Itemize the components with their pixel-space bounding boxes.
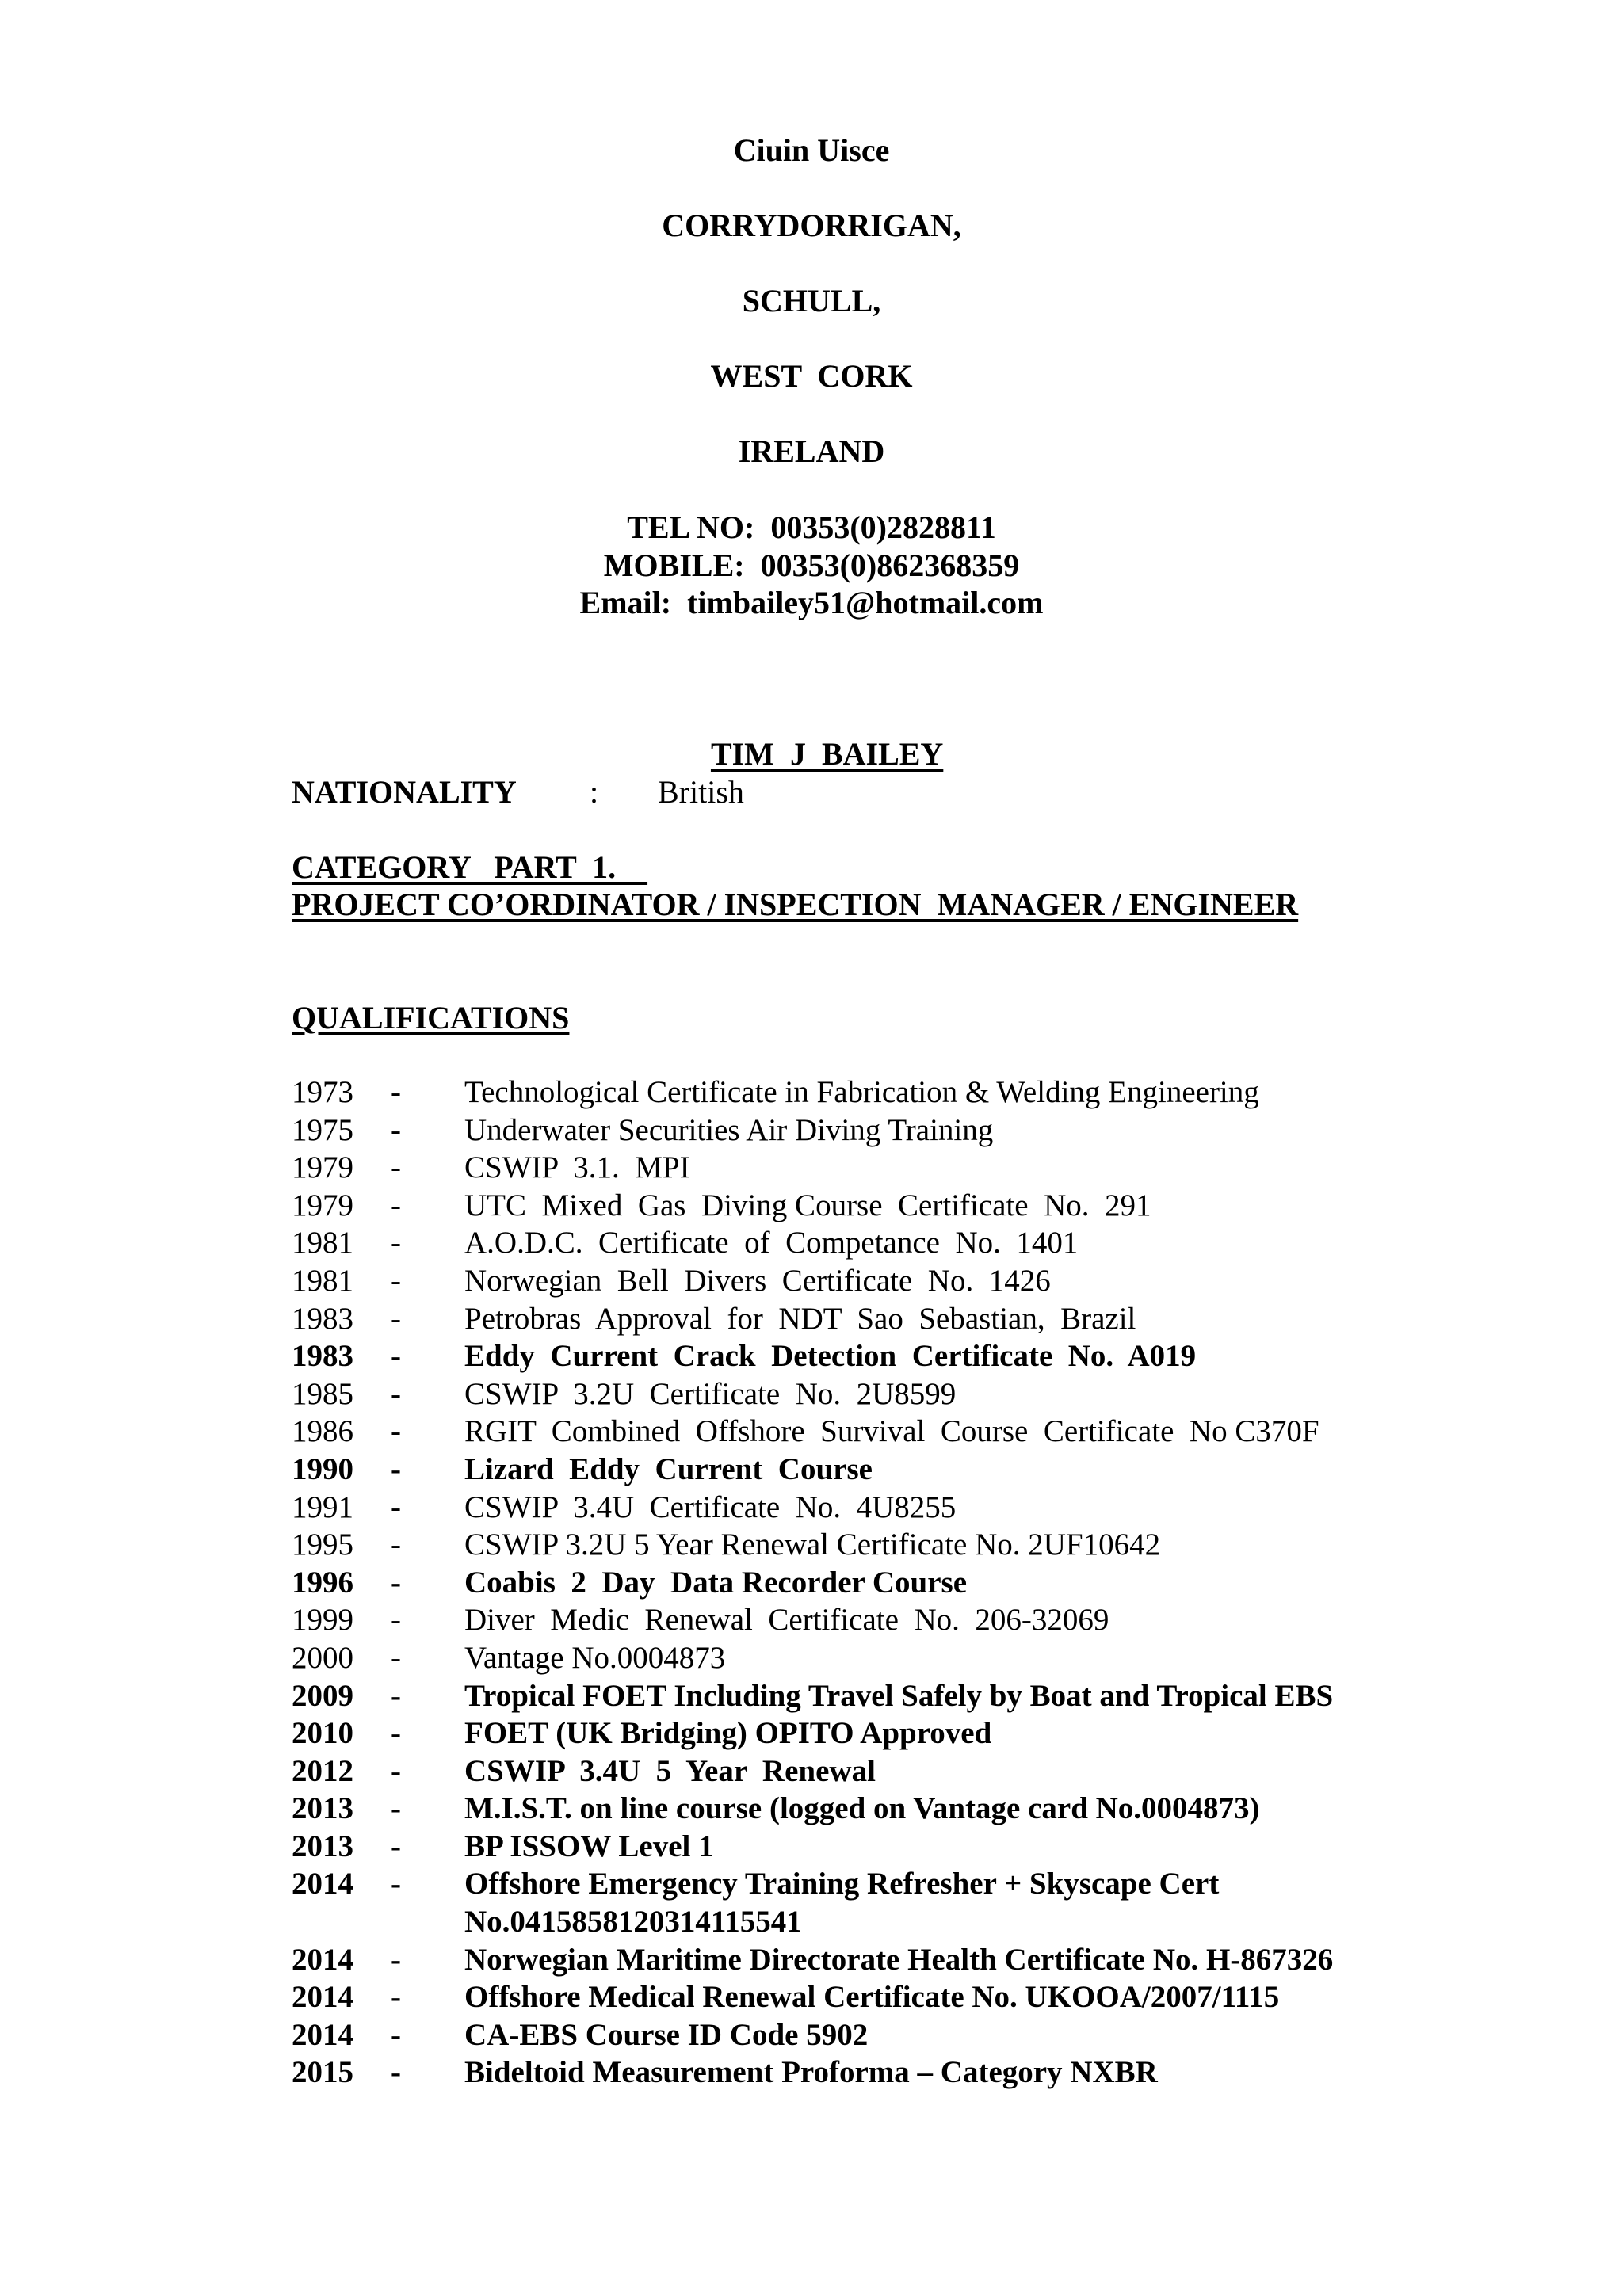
qualification-row	[292, 1224, 1575, 1262]
qualification-description: Lizard Eddy Current Course	[464, 1451, 873, 1486]
mobile-number: MOBILE: 00353(0)862368359	[603, 547, 1020, 583]
qualifications-heading: QUALIFICATIONS	[292, 1000, 570, 1035]
qualification-description: Coabis 2 Day Data Recorder Course	[464, 1565, 968, 1600]
qualification-description: M.I.S.T. on line course (logged on Vantage card No.0004873)	[464, 1791, 1260, 1826]
qualification-row	[292, 2054, 1575, 2092]
qualification-year: 2000	[292, 1640, 353, 1675]
qualification-dash: -	[391, 1188, 401, 1222]
qualification-dash: -	[391, 2017, 401, 2052]
qualification-description: CSWIP 3.4U 5 Year Renewal	[464, 1753, 876, 1788]
qualification-description: FOET (UK Bridging) OPITO Approved	[464, 1716, 992, 1751]
qualification-year: 1985	[292, 1376, 353, 1411]
qualification-row	[292, 1413, 1575, 1451]
qualification-year: 1981	[292, 1226, 353, 1261]
qualification-dash: -	[391, 1451, 401, 1486]
telephone-number: TEL NO: 00353(0)2828811	[627, 509, 996, 545]
qualification-row	[292, 1489, 1575, 1527]
qualification-description: Underwater Securities Air Diving Training	[464, 1112, 994, 1147]
qualification-year: 2013	[292, 1791, 353, 1826]
qualification-row	[292, 1337, 1575, 1375]
qualification-description: Norwegian Maritime Directorate Health Certificate No. H-867326	[464, 1942, 1334, 1977]
qualification-year: 1979	[292, 1188, 353, 1222]
qualification-dash: -	[391, 1791, 401, 1826]
qualification-dash: -	[391, 1414, 401, 1449]
qualification-dash: -	[391, 1075, 401, 1109]
qualification-row	[292, 1601, 1575, 1639]
qualification-year: 2014	[292, 1942, 353, 1977]
qualification-dash: -	[391, 1376, 401, 1411]
qualification-dash: -	[391, 1150, 401, 1185]
qualification-row	[292, 1865, 1575, 1940]
qualification-year: 2013	[292, 1829, 353, 1863]
qualification-row	[292, 1714, 1575, 1753]
address-line-country: IRELAND	[738, 433, 885, 469]
qualification-description: Diver Medic Renewal Certificate No. 206-32069	[464, 1603, 1109, 1638]
qualification-dash: -	[391, 1112, 401, 1147]
qualification-year: 2010	[292, 1716, 353, 1751]
qualification-year: 1975	[292, 1112, 353, 1147]
qualification-row	[292, 1451, 1575, 1489]
qualification-description: CSWIP 3.1. MPI	[464, 1150, 690, 1185]
qualification-description: RGIT Combined Offshore Survival Course Certificate No C370F	[464, 1414, 1319, 1449]
qualification-row	[292, 1375, 1575, 1413]
qualification-description: Technological Certificate in Fabrication & Welding Engineering	[464, 1075, 1259, 1109]
qualification-description: CA-EBS Course ID Code 5902	[464, 2017, 869, 2052]
qualification-dash: -	[391, 1489, 401, 1524]
qualification-dash: -	[391, 2055, 401, 2090]
qualification-description: Vantage No.0004873	[464, 1640, 726, 1675]
qualification-row	[292, 1262, 1575, 1300]
qualification-year: 1983	[292, 1301, 353, 1336]
qualification-year: 1999	[292, 1603, 353, 1638]
qualification-row	[292, 1941, 1575, 1979]
qualification-year: 2014	[292, 1980, 353, 2015]
qualification-row	[292, 1074, 1575, 1112]
qualification-year: 2009	[292, 1678, 353, 1713]
qualification-year: 1990	[292, 1451, 353, 1486]
qualification-description: Offshore Medical Renewal Certificate No. UKOOA/2007/1115	[464, 1980, 1280, 2015]
qualification-row	[292, 1526, 1575, 1564]
qualification-row	[292, 1828, 1575, 1866]
qualification-description: Bideltoid Measurement Proforma – Category NXBR	[464, 2055, 1158, 2090]
candidate-name	[0, 697, 1623, 811]
qualification-row	[292, 1753, 1575, 1791]
qualification-row	[292, 1978, 1575, 2016]
qualification-dash: -	[391, 1603, 401, 1638]
nationality-separator: :	[590, 774, 599, 810]
qualification-year: 1973	[292, 1075, 353, 1109]
qualification-year: 2014	[292, 2017, 353, 2052]
qualification-row	[292, 1790, 1575, 1828]
address-line-townland: CORRYDORRIGAN,	[662, 208, 961, 243]
qualification-row	[292, 1300, 1575, 1338]
qualification-row	[292, 1677, 1575, 1715]
candidate-name-text: TIM J BAILEY	[710, 736, 944, 772]
qualification-year: 2015	[292, 2055, 353, 2090]
qualification-dash: -	[391, 1980, 401, 2015]
qualification-description: Norwegian Bell Divers Certificate No. 1426	[464, 1263, 1051, 1298]
address-line-house: Ciuin Uisce	[733, 132, 890, 168]
qualification-description: Petrobras Approval for NDT Sao Sebastian, Brazil	[464, 1301, 1136, 1336]
nationality-label: NATIONALITY	[292, 774, 517, 810]
qualification-year: 1996	[292, 1565, 353, 1600]
qualification-description: UTC Mixed Gas Diving Course Certificate No. 291	[464, 1188, 1151, 1222]
qualification-row	[292, 1639, 1575, 1677]
qualification-description: A.O.D.C. Certificate of Competance No. 1401	[464, 1226, 1079, 1261]
qualification-dash: -	[391, 1829, 401, 1863]
qualifications-list	[292, 1074, 1575, 2092]
qualification-dash: -	[391, 1942, 401, 1977]
qualification-description: Tropical FOET Including Travel Safely by Boat and Tropical EBS	[464, 1678, 1334, 1713]
email-address: Email: timbailey51@hotmail.com	[579, 585, 1044, 620]
qualification-description: BP ISSOW Level 1	[464, 1829, 714, 1863]
category-heading: CATEGORY PART 1.	[292, 849, 648, 885]
qualification-description: CSWIP 3.4U Certificate No. 4U8255	[464, 1489, 957, 1524]
qualification-year: 1981	[292, 1263, 353, 1298]
qualification-dash: -	[391, 1753, 401, 1788]
qualification-dash: -	[391, 1565, 401, 1600]
qualification-description: CSWIP 3.2U Certificate No. 2U8599	[464, 1376, 957, 1411]
qualification-year: 2012	[292, 1753, 353, 1788]
qualification-year: 1983	[292, 1339, 353, 1374]
qualification-description: CSWIP 3.2U 5 Year Renewal Certificate No. 2UF10642	[464, 1527, 1161, 1562]
qualification-dash: -	[391, 1527, 401, 1562]
qualification-dash: -	[391, 1339, 401, 1374]
address-line-county: WEST CORK	[710, 358, 913, 394]
qualification-dash: -	[391, 1716, 401, 1751]
category-role: PROJECT CO’ORDINATOR / INSPECTION MANAGER / ENGINEER	[292, 887, 1299, 922]
qualification-row	[292, 1187, 1575, 1225]
qualification-row	[292, 1112, 1575, 1150]
nationality-value: British	[658, 774, 744, 810]
qualification-dash: -	[391, 1301, 401, 1336]
qualification-description: Offshore Emergency Training Refresher + Skyscape Cert No.0415858120314115541	[464, 1867, 1220, 1939]
qualification-year: 1995	[292, 1527, 353, 1562]
qualification-year: 2014	[292, 1867, 353, 1901]
qualification-row	[292, 2016, 1575, 2054]
qualification-dash: -	[391, 1867, 401, 1901]
qualification-row	[292, 1149, 1575, 1187]
qualification-dash: -	[391, 1640, 401, 1675]
qualification-year: 1986	[292, 1414, 353, 1449]
qualification-dash: -	[391, 1226, 401, 1261]
qualification-year: 1979	[292, 1150, 353, 1185]
qualification-year: 1991	[292, 1489, 353, 1524]
qualification-dash: -	[391, 1678, 401, 1713]
qualification-row	[292, 1564, 1575, 1602]
qualification-dash: -	[391, 1263, 401, 1298]
address-line-town: SCHULL,	[742, 283, 881, 318]
qualification-description: Eddy Current Crack Detection Certificate No. A019	[464, 1339, 1197, 1374]
